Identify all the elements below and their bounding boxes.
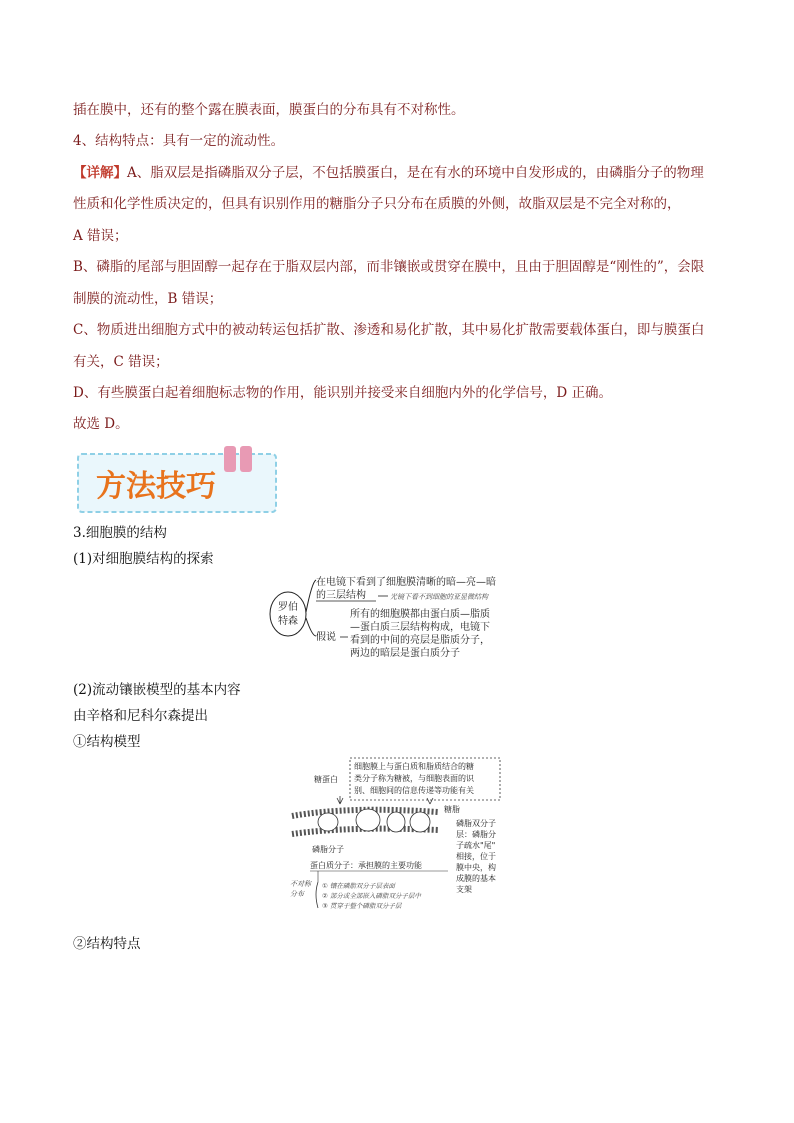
section-heading: (2)流动镶嵌模型的基本内容 <box>73 682 241 698</box>
observation-text: 的三层结构 <box>316 590 366 601</box>
section-heading: (1)对细胞膜结构的探索 <box>73 551 214 567</box>
asymmetry-item: ② 部分或全部嵌入磷脂双分子层中 <box>322 892 421 900</box>
brace-line <box>316 882 318 908</box>
glycocalyx-text: 类分子称为糖被，与细胞表面的识 <box>354 774 474 783</box>
bilayer-text: 膜中央，构 <box>456 863 496 872</box>
paragraph-line: B、磷脂的尾部与胆固醇一起存在于脂双层内部，而非镶嵌或贯穿在膜中，且由于胆固醇是“刚性的”，会限 <box>73 259 705 275</box>
bilayer-text: 层：磷脂分 <box>456 830 496 839</box>
detail-text: A、脂双层是指磷脂双分子层，不包括膜蛋白，是在有水的环境中自发形成的，由磷脂分子的物理 <box>127 165 704 181</box>
bilayer-text: 支架 <box>456 885 472 894</box>
brace-line <box>306 618 316 636</box>
hypothesis-text: 看到的中间的亮层是脂质分子， <box>350 635 490 646</box>
bilayer-text: 成膜的基本 <box>456 874 496 883</box>
asymmetry-item: ① 镶在磷脂双分子层表面 <box>322 882 395 890</box>
sugar-chain-icon <box>337 796 343 804</box>
glycocalyx-text: 细胞膜上与蛋白质和脂质结合的糖 <box>354 762 474 771</box>
robertson-diagram <box>268 572 528 672</box>
paragraph-line: D、有些膜蛋白起着细胞标志物的作用，能识别并接受来自细胞内外的化学信号，D 正确。 <box>73 385 612 401</box>
handwritten-note: 光镜下看不到细胞的亚显微结构 <box>390 593 488 601</box>
glycolipid-label: 糖脂 <box>444 805 460 814</box>
brace-line <box>306 580 316 612</box>
answer-line: 故选 D。 <box>73 416 129 432</box>
glycocalyx-text: 别、细胞间的信息传递等功能有关 <box>354 786 474 795</box>
section-heading: ②结构特点 <box>73 936 141 952</box>
paper-clip-icon <box>224 446 236 472</box>
hypothesis-text: 所有的细胞膜都由蛋白质—脂质 <box>350 609 490 620</box>
paragraph-line: C、物质进出细胞方式中的被动转运包括扩散、渗透和易化扩散，其中易化扩散需要载体蛋白，即与膜蛋白 <box>73 322 705 338</box>
detail-tag: 【详解】 <box>73 165 127 181</box>
glycoprotein-label: 糖蛋白 <box>314 775 338 784</box>
robertson-circle <box>270 592 306 636</box>
paragraph-line: 性质和化学性质决定的，但具有识别作用的糖脂分子只分布在质膜的外侧，故脂双层是不完全对称的， <box>73 196 681 212</box>
bilayer-text: 磷脂双分子 <box>456 819 496 828</box>
protein-label: 蛋白质分子：承担膜的主要功能 <box>310 861 422 870</box>
fluid-mosaic-diagram <box>288 756 508 916</box>
sugar-chain-icon <box>427 798 433 804</box>
hypothesis-text: —蛋白质三层结构构成，电镜下 <box>350 622 490 633</box>
section-heading: 由辛格和尼科尔森提出 <box>73 708 208 724</box>
protein-shape <box>387 812 405 832</box>
paragraph-line: 制膜的流动性，B 错误； <box>73 291 223 307</box>
paragraph-line: 插在膜中，还有的整个露在膜表面，膜蛋白的分布具有不对称性。 <box>73 102 465 118</box>
hypothesis-label: 假说 <box>316 632 336 643</box>
asymmetry-label: 分布 <box>290 890 304 898</box>
section-heading: ①结构模型 <box>73 734 141 750</box>
membrane-graphic <box>292 796 438 834</box>
banner-title: 方法技巧 <box>96 469 216 504</box>
center-label: 罗伯 <box>278 602 298 613</box>
protein-shape <box>410 812 430 832</box>
bilayer-text: 相接，位于 <box>456 852 496 861</box>
asymmetry-item: ③ 贯穿于整个磷脂双分子层 <box>322 902 402 910</box>
paragraph-line: A 错误； <box>73 228 128 244</box>
detail-paragraph <box>73 163 704 183</box>
bilayer-text: 子疏水"尾" <box>456 841 496 850</box>
asymmetry-label: 不对称 <box>290 880 311 888</box>
observation-text: 在电镜下看到了细胞膜清晰的暗—亮—暗 <box>316 577 496 588</box>
protein-shape <box>318 813 338 831</box>
paper-clip-icon <box>240 446 252 472</box>
phospholipid-label: 磷脂分子 <box>312 845 344 854</box>
method-banner <box>74 444 284 516</box>
protein-shape <box>356 809 380 831</box>
paragraph-line: 有关，C 错误； <box>73 354 169 370</box>
center-label: 特森 <box>278 616 298 627</box>
paragraph-line: 4、结构特点：具有一定的流动性。 <box>73 133 285 149</box>
hypothesis-text: 两边的暗层是蛋白质分子 <box>350 648 460 659</box>
section-heading: 3.细胞膜的结构 <box>73 525 167 541</box>
